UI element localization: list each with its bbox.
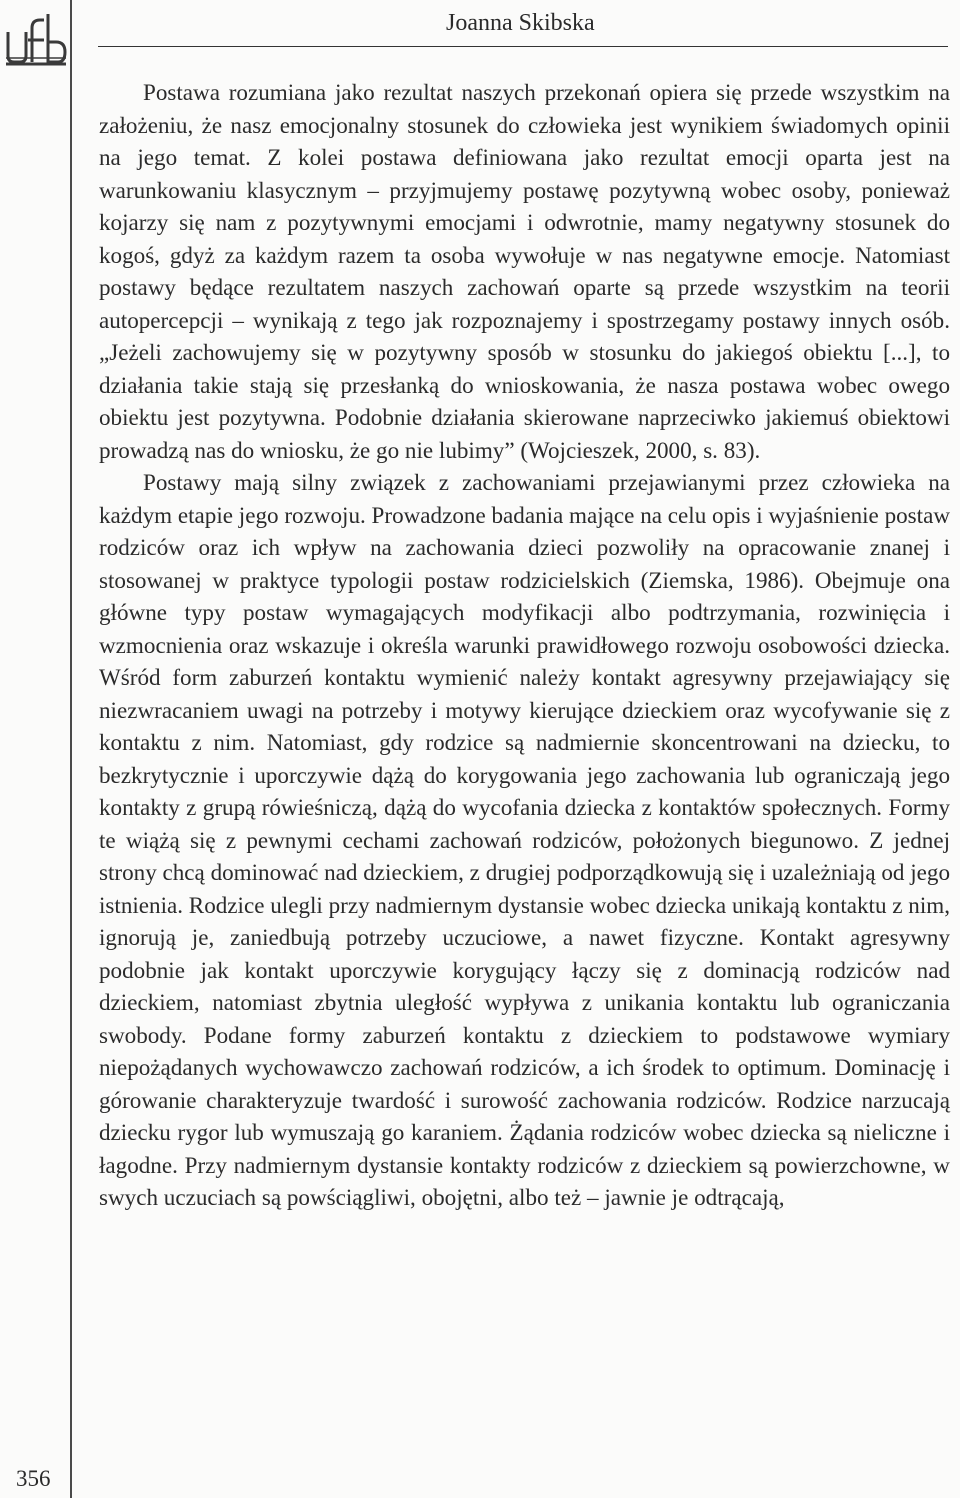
running-header — [98, 8, 948, 48]
margin-rule — [70, 0, 72, 1498]
header-rule — [98, 46, 948, 47]
header-author: Joanna Skibska — [446, 10, 595, 36]
paragraph-2: Postawy mają silny związek z zachowaniami przejawianymi przez człowieka na każdym etapie jego rozwoju. Prowadzone badania mające na celu opis i wyjaśnienie postaw rodziców oraz ich wpływ na zachowania dzieci pozwoliły na opracowanie znanej i stosowanej w praktyce typologii postaw rodzicielskich (Ziemska, 1986). Obejmuje ona główne typy postaw wymagających modyfikacji albo podtrzymania, rozwinięcia i wzmocnienia oraz wskazuje i określa warunki prawidłowego rozwoju osobowości dziecka. Wśród form zaburzeń kontaktu wymienić należy kontakt agresywny przejawiający się niezwracaniem uwagi na potrzeby i motywy kierujące dzieckiem oraz wycofywanie się z kontaktu z nim. Natomiast, gdy rodzice są nadmiernie skoncentrowani na dziecku, to bezkrytycznie i uporczywie dążą do korygowania jego zachowania lub ograniczają jego kontakty z grupą rówieśniczą, dążą do wycofania dziecka z kontaktów społecznych. Formy te wiążą się z pewnymi cechami zachowań rodziców, położonych biegunowo. Z jednej strony chcą dominować nad dzieckiem, z drugiej podporządkowują się i uzależniają od jego istnienia. Rodzice ulegli przy nadmiernym dystansie wobec dziecka unikają kontaktu z nim, ignorują je, zaniedbują potrzeby uczuciowe, a nawet fizyczne. Kontakt agresywny podobnie jak kontakt uporczywie korygujący łączy się z dominacją rodziców nad dzieckiem, natomiast zbytnia uległość wypływa z unikania kontaktu lub ograniczania swobody. Podane formy zaburzeń kontaktu z dzieckiem to podstawowe wymiary niepożądanych wychowawczo zachowań rodziców, a ich środek to optimum. Dominację i górowanie charakteryzuje twardość i surowość zachowania rodziców. Rodzice narzucają dziecku rygor lub wymuszają go karaniem. Żądania rodziców wobec dziecka są nieliczne i łagodne. Przy nadmiernym dystansie kontakty rodziców z dzieckiem są powierzchowne, w swych uczuciach są powściągliwi, obojętni, albo też – jawnie je odtrącają, — [99, 469, 951, 1210]
body-text — [99, 76, 950, 1214]
publisher-logo — [2, 6, 68, 66]
paragraph-1: Postawa rozumiana jako rezultat naszych przekonań opiera się przede wszystkim na założeniu, że nasz emocjonalny stosunek do człowieka jest wynikiem świadomych opinii na jego temat. Z kolei postawa definiowana jako rezultat emocji oparta jest na warunkowaniu klasycznym – przyjmujemy postawę pozytywną wobec osoby, ponieważ kojarzy się nam z pozytywnymi emocjami i odwrotnie, mamy negatywny stosunek do kogoś, gdyż za każdym razem ta osoba wywołuje w nas negatywne emocje. Natomiast postawy będące rezultatem naszych zachowań oparte są przede wszystkim na teorii autopercepcji – wynikają z tego jak rozpoznajemy i spostrzegamy postawy innych osób. „Jeżeli zachowujemy się w pozytywny sposób w stosunku do jakiegoś obiektu [...], to działania takie stają się przesłanką do wnioskowania, że nasza postawa wobec owego obiektu jest pozytywna. Podobnie działania skierowane naprzeciwko jakiemuś obiektowi prowadzą nas do wniosku, że go nie lubimy” (Wojcieszek, 2000, s. 83). — [99, 79, 950, 463]
page-number: 356 — [16, 1466, 51, 1491]
ufb-logo-icon — [2, 6, 68, 66]
